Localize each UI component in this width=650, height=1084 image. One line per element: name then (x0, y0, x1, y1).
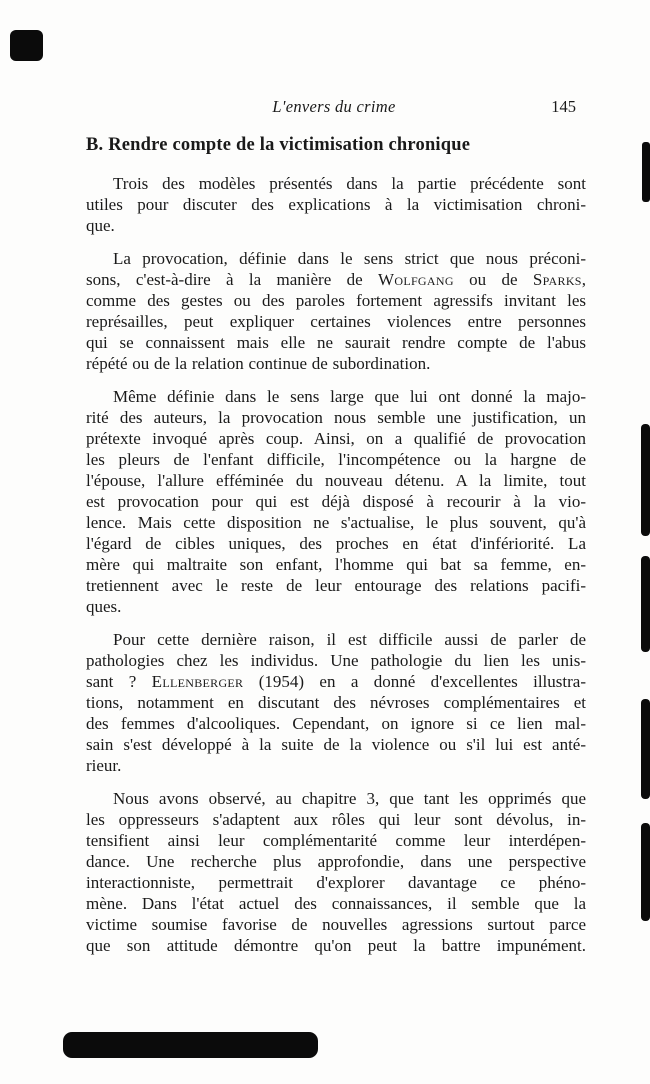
text-line: sons, c'est-à-dire à la manière de Wolfgang ou de Sparks, (86, 270, 587, 289)
scan-artifact-top-left-blotch (10, 30, 43, 61)
text-line: les pleurs de l'enfant difficile, l'incompétence ou la hargne de (86, 450, 586, 469)
text-line: l'épouse, l'allure efféminée du nouveau détenu. A la limite, tout (86, 471, 586, 490)
text-line: La provocation, définie dans le sens strict que nous préconi- (113, 249, 586, 268)
text-line: que son attitude démontre qu'on peut la battre impunément. (86, 936, 586, 955)
text-line: lence. Mais cette disposition ne s'actualise, le plus souvent, qu'à (86, 513, 586, 532)
text-line: Pour cette dernière raison, il est difficile aussi de parler de (113, 630, 586, 649)
paragraph (86, 386, 586, 617)
paragraph (86, 173, 586, 236)
text-line: Même définie dans le sens large que lui ont donné la majo- (113, 387, 586, 406)
running-title: L'envers du crime (272, 97, 396, 116)
text-line: que. (86, 216, 115, 235)
text-line: sain s'est développé à la suite de la violence ou s'il lui est anté- (86, 735, 586, 754)
text-line: prétexte invoqué après coup. Ainsi, on a qualifié de provocation (86, 429, 586, 448)
text-line: des femmes d'alcooliques. Cependant, on ignore si ce lien mal- (86, 714, 586, 733)
text-block (86, 173, 586, 956)
text-line: interactionniste, permettrait d'explorer davantage ce phéno- (86, 873, 586, 892)
page-header (86, 97, 582, 117)
smallcaps-name: Ellenberger (151, 672, 244, 691)
text-line: Nous avons observé, au chapitre 3, que tant les opprimés que (113, 789, 586, 808)
text-line: qui se connaissent mais elle ne saurait rendre compte de l'abus (86, 333, 586, 352)
paragraph (86, 629, 586, 776)
text-line: les oppresseurs s'adaptent aux rôles qui leur sont dévolus, in- (86, 810, 586, 829)
smallcaps-name: Wolfgang (378, 270, 454, 289)
text-line: Trois des modèles présentés dans la partie précédente sont (113, 174, 586, 193)
smallcaps-name: Sparks (532, 270, 582, 289)
paragraph (86, 788, 586, 956)
text-line: dance. Une recherche plus approfondie, dans une perspective (86, 852, 586, 871)
text-line: pathologies chez les individus. Une pathologie du lien les unis- (86, 651, 586, 670)
text-line: est provocation pour qui est déjà disposé à recourir à la vio- (86, 492, 586, 511)
paragraph (86, 248, 586, 374)
scan-artifact-right-edge-mark-2 (641, 424, 650, 536)
text-line: ques. (86, 597, 122, 616)
scan-artifact-right-edge-mark-5 (641, 823, 650, 921)
text-line: victime soumise favorise de nouvelles agressions surtout parce (86, 915, 586, 934)
scan-artifact-right-edge-mark-4 (641, 699, 650, 799)
page-number: 145 (551, 97, 576, 116)
text-line: tions, notamment en discutant des névroses complémentaires et (86, 693, 586, 712)
scan-artifact-bottom-bar (63, 1032, 318, 1058)
text-line: comme des gestes ou des paroles fortement agressifs invitant les (86, 291, 586, 310)
scan-artifact-right-edge-mark-1 (642, 142, 650, 202)
text-line: l'égard de cibles uniques, des proches en état d'infériorité. La (86, 534, 586, 553)
section-heading: B. Rendre compte de la victimisation chronique (86, 135, 471, 155)
text-line: utiles pour discuter des explications à la victimisation chroni- (86, 195, 586, 214)
text-line: sant ? Ellenberger (1954) en a donné d'excellentes illustra- (86, 672, 586, 691)
text-line: répété ou de la relation continue de subordination. (86, 354, 431, 373)
text-line: rieur. (86, 756, 122, 775)
text-line: représailles, peut expliquer certaines violences entre personnes (86, 312, 586, 331)
text-line: rité des auteurs, la provocation nous semble une justification, un (86, 408, 586, 427)
scan-artifact-right-edge-mark-3 (641, 556, 650, 652)
text-line: mène. Dans l'état actuel des connaissances, il semble que la (86, 894, 586, 913)
text-line: tretiennent avec le reste de leur entourage des relations pacifi- (86, 576, 586, 595)
text-line: mère qui maltraite son enfant, l'homme qui bat sa femme, en- (86, 555, 586, 574)
text-line: tensifient ainsi leur complémentarité comme leur interdépen- (86, 831, 586, 850)
